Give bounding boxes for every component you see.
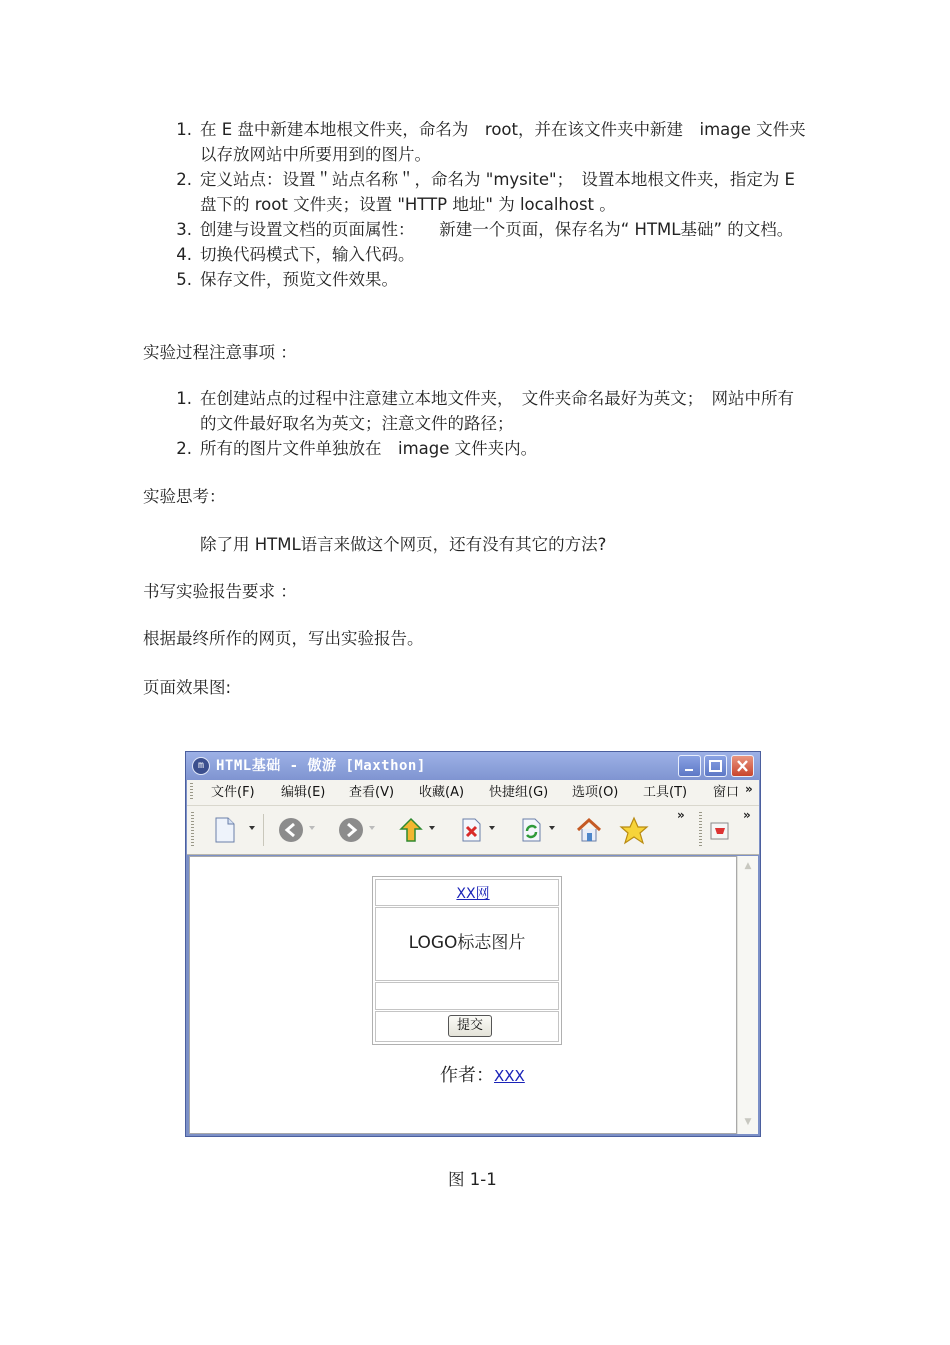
menu-tools[interactable]: 工具(T)	[643, 785, 688, 800]
maximize-button[interactable]	[704, 755, 727, 777]
scroll-up-icon[interactable]: ▲	[744, 861, 752, 871]
menu-more-chevron-icon[interactable]: »	[745, 782, 753, 796]
note-item: 2. 所有的图片文件单独放在 image 文件夹内。	[176, 439, 538, 458]
site-link[interactable]: XX网	[456, 886, 490, 902]
vertical-scrollbar[interactable]	[737, 856, 758, 1134]
demo-table	[372, 876, 562, 1045]
favorite-star-icon[interactable]	[619, 816, 647, 844]
window-title: HTML基础 - 傲游 [Maxthon]	[216, 758, 426, 774]
thinking-question: 除了用 HTML语言来做这个网页，还有没有其它的方法?	[200, 535, 607, 554]
effect-heading: 页面效果图:	[143, 678, 232, 697]
toolbar-separator	[263, 814, 264, 846]
scroll-down-icon[interactable]: ▼	[744, 1117, 752, 1127]
empty-cell	[375, 982, 559, 1010]
notes-list	[176, 386, 810, 461]
home-icon[interactable]	[575, 816, 603, 844]
step-item: 5. 保存文件，预览文件效果。	[176, 270, 398, 289]
step-item: 2. 定义站点：设置＂站点名称＂，命名为 "mysite"； 设置本地根文件夹，指定为 E 盘下的 root 文件夹；设置 "HTTP 地址" 为 localhost 。	[176, 170, 795, 214]
author-line	[440, 1062, 525, 1090]
logo-cell	[375, 907, 559, 981]
report-text: 根据最终所作的网页，写出实验报告。	[143, 629, 424, 648]
menu-edit[interactable]: 编辑(E)	[281, 785, 326, 800]
up-dropdown-icon[interactable]	[429, 826, 435, 830]
menu-file[interactable]: 文件(F)	[211, 785, 255, 800]
note-item: 1. 在创建站点的过程中注意建立本地文件夹， 文件夹命名最好为英文； 网站中所有的文件最好取名为英文；注意文件的路径；	[176, 389, 794, 433]
new-page-dropdown-icon[interactable]	[249, 826, 255, 830]
browser-content-area	[189, 856, 737, 1134]
menu-options[interactable]: 选项(O)	[572, 785, 619, 800]
step-item: 3. 创建与设置文档的页面属性： 新建一个页面，保存名为“ HTML基础” 的文档。	[176, 220, 794, 239]
stop-icon[interactable]	[457, 816, 485, 844]
site-link-cell	[375, 879, 559, 906]
step-item: 1. 在 E 盘中新建本地根文件夹，命名为 root，并在该文件夹中新建 image 文件夹以存放网站中所要用到的图片。	[176, 120, 806, 164]
cart-icon[interactable]	[709, 820, 731, 842]
author-link[interactable]: XXX	[494, 1067, 525, 1085]
up-icon[interactable]	[397, 816, 425, 844]
toolbar-more-chevron-icon[interactable]: »	[677, 808, 685, 822]
toolbar-more-chevron-icon-2[interactable]: »	[743, 808, 751, 822]
menu-favorites[interactable]: 收藏(A)	[419, 785, 465, 800]
toolbar-grip	[191, 812, 194, 848]
submit-cell	[375, 1011, 559, 1042]
browser-window-figure	[185, 751, 761, 1137]
menu-window[interactable]: 窗口	[713, 785, 740, 800]
minimize-button[interactable]	[678, 755, 701, 777]
back-icon[interactable]	[277, 816, 305, 844]
refresh-icon[interactable]	[517, 816, 545, 844]
close-button[interactable]	[731, 755, 754, 777]
forward-icon[interactable]	[337, 816, 365, 844]
back-dropdown-icon[interactable]	[309, 826, 315, 830]
menubar-grip	[190, 783, 193, 801]
toolbar-grip-2	[699, 812, 702, 848]
figure-caption: 图 1-1	[448, 1170, 497, 1189]
submit-button[interactable]: 提交	[448, 1015, 492, 1037]
maxthon-logo-icon: m	[192, 757, 210, 775]
menu-view[interactable]: 查看(V)	[349, 785, 395, 800]
step-item: 4. 切换代码模式下，输入代码。	[176, 245, 415, 264]
report-heading: 书写实验报告要求 ：	[143, 582, 297, 601]
author-label: 作者：	[440, 1065, 494, 1086]
window-titlebar	[186, 752, 760, 780]
logo-placeholder-text: LOGO标志图片	[408, 933, 526, 953]
forward-dropdown-icon[interactable]	[369, 826, 375, 830]
refresh-dropdown-icon[interactable]	[549, 826, 555, 830]
toolbar	[187, 806, 759, 855]
new-page-icon[interactable]	[211, 816, 239, 844]
notes-heading: 实验过程注意事项 ：	[143, 343, 297, 362]
menu-bar	[187, 780, 759, 806]
stop-dropdown-icon[interactable]	[489, 826, 495, 830]
procedure-steps	[176, 117, 810, 292]
menu-groups[interactable]: 快捷组(G)	[489, 785, 549, 800]
thinking-heading: 实验思考：	[143, 487, 226, 506]
